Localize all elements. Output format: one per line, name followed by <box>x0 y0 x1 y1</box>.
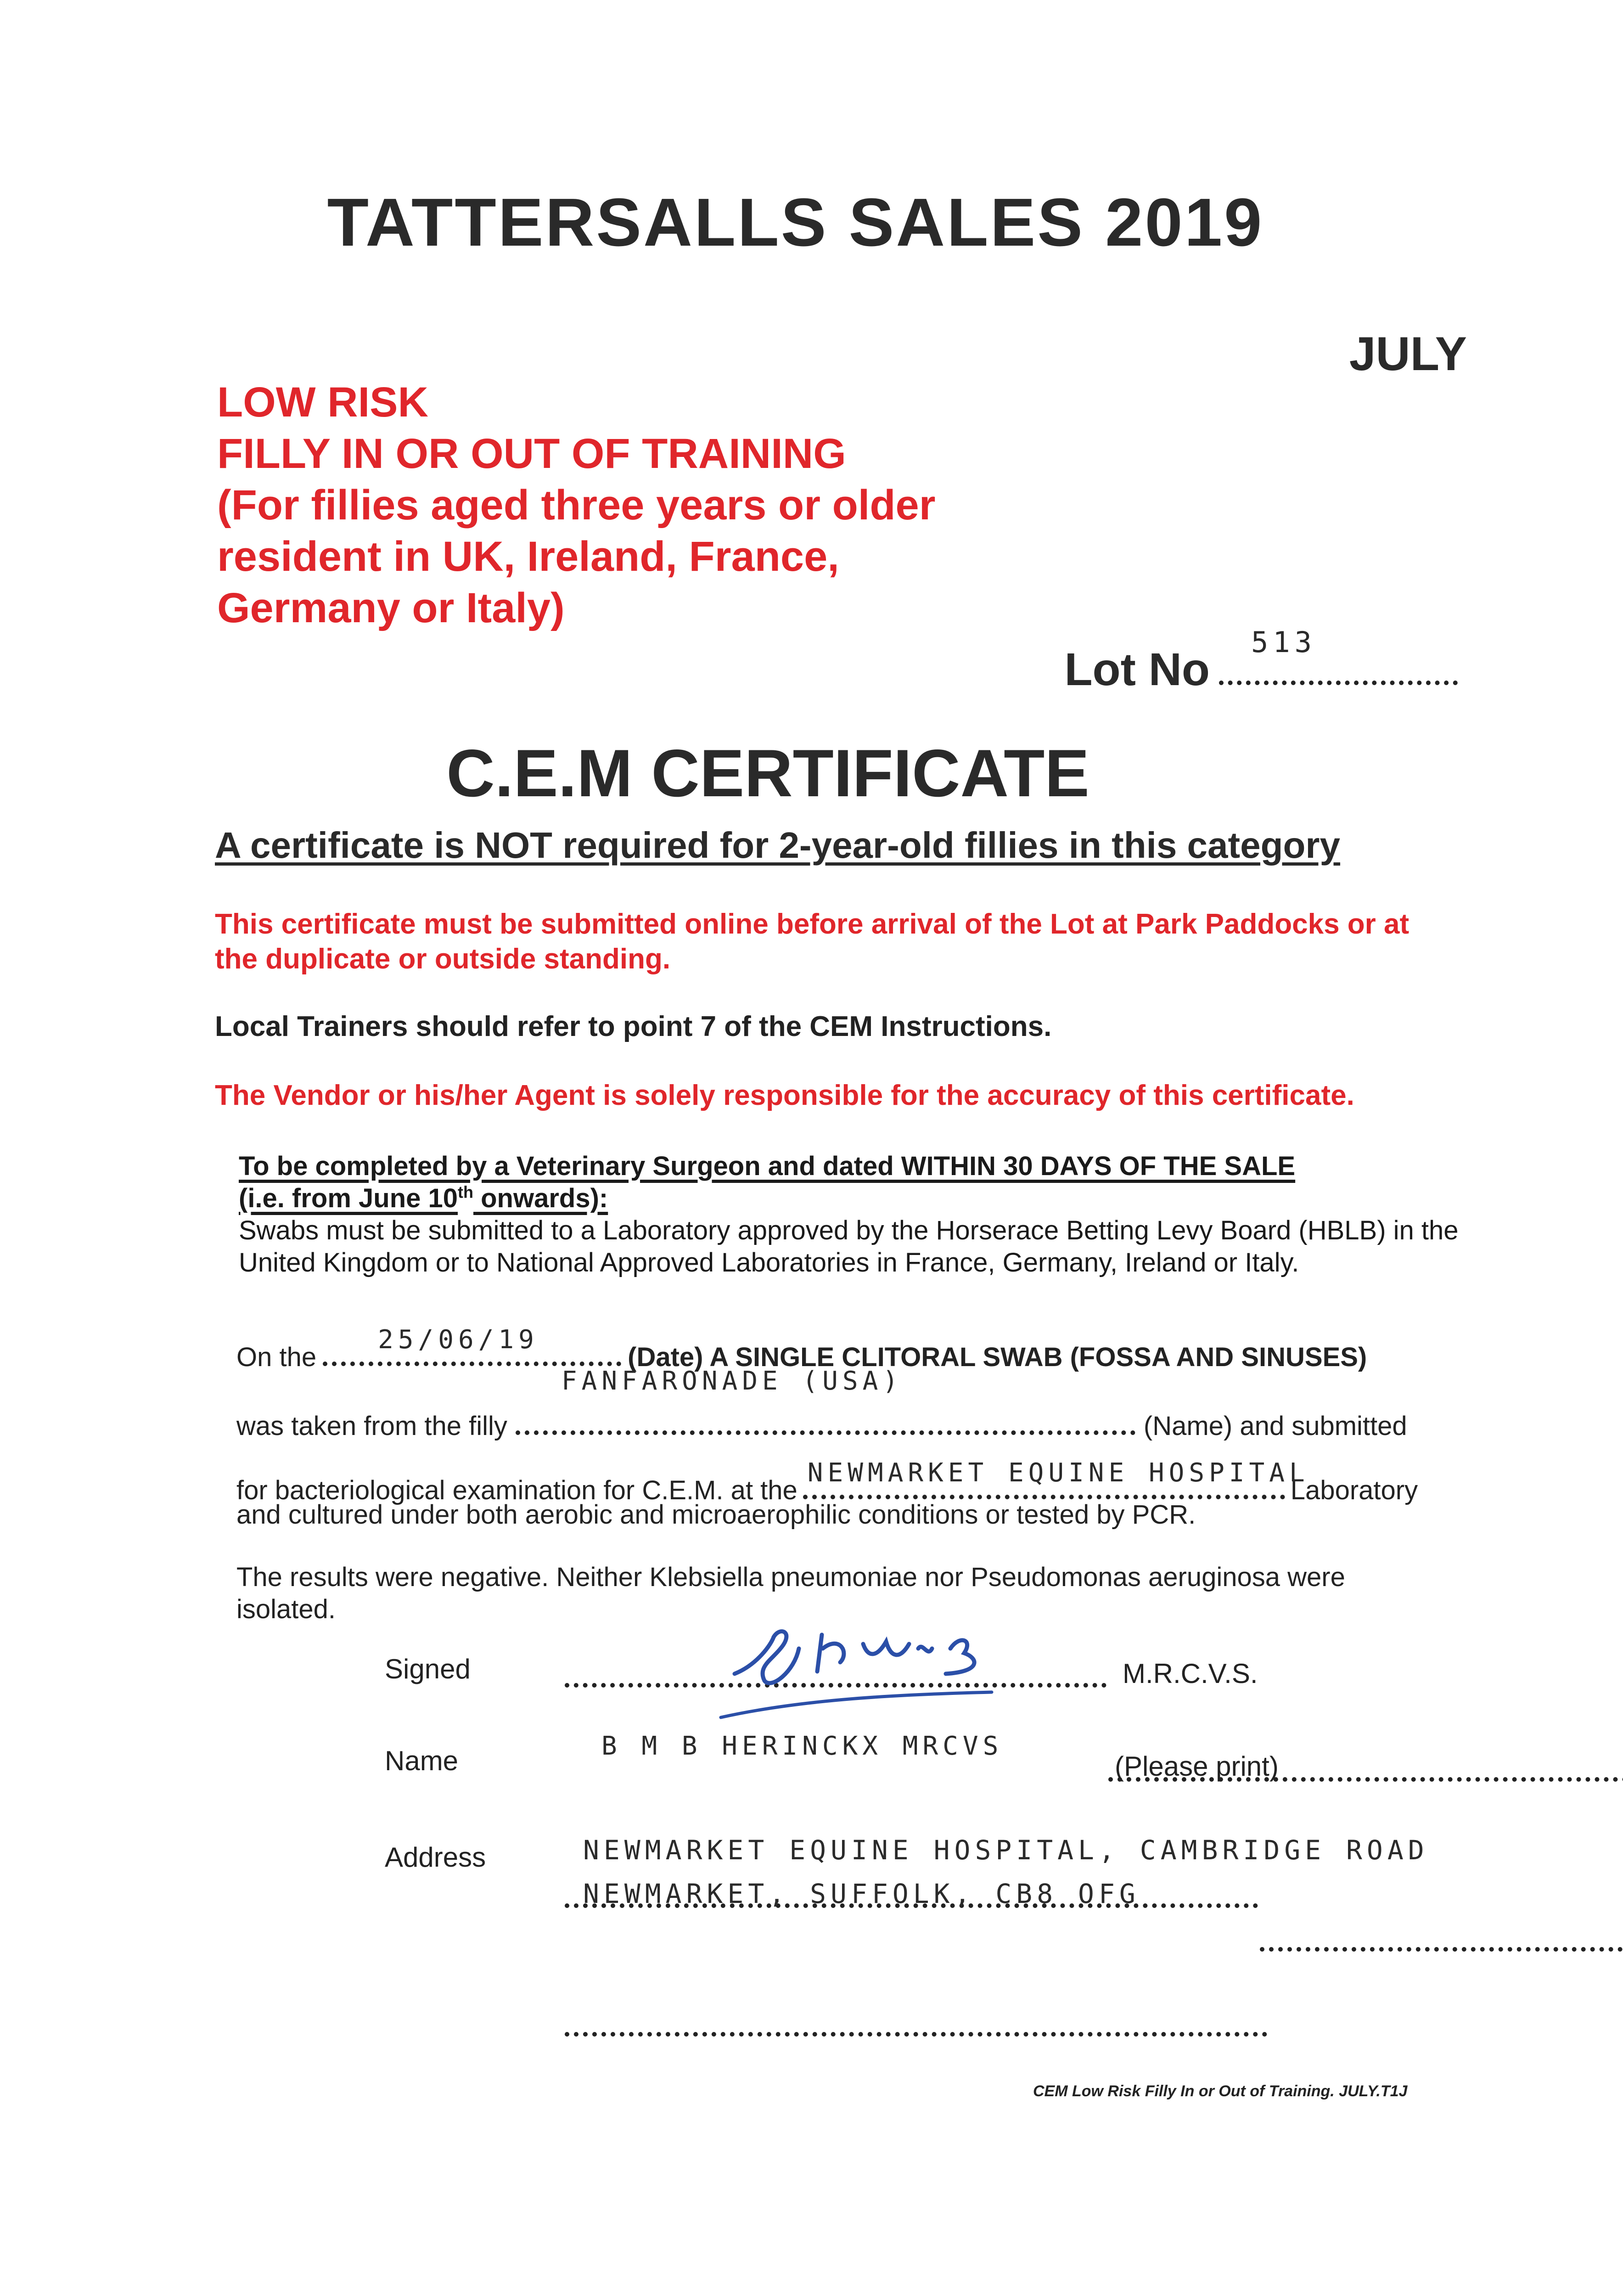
submit-online-note: This certificate must be submitted online before arrival of the Lot at Park Paddocks or at the duplicate or outside standing. <box>215 908 1410 975</box>
laboratory-value: NEWMARKET EQUINE HOSPITAL <box>807 1458 1309 1488</box>
page-title: TATTERSALLS SALES 2019 <box>327 185 1264 260</box>
lot-number-field[interactable] <box>1219 625 1458 685</box>
category-block <box>217 377 1044 634</box>
address-line1-value: NEWMARKET EQUINE HOSPITAL, CAMBRIDGE ROAD <box>583 1835 1429 1866</box>
filly-name-field[interactable] <box>516 1366 1135 1435</box>
filly-name-value: FANFARONADE (USA) <box>561 1366 903 1396</box>
not-required-note: A certificate is NOT required for 2-year-old fillies in this category <box>215 825 1341 866</box>
vet-instructions <box>239 1150 1478 1279</box>
swab-date-field[interactable] <box>323 1325 621 1366</box>
address-label: Address <box>385 1842 486 1873</box>
culture-note: and cultured under both aerobic and microaerophilic conditions or tested by PCR. <box>236 1500 1196 1530</box>
please-print-label: (Please print) <box>1115 1751 1279 1782</box>
form-reference-code: CEM Low Risk Filly In or Out of Training. JULY.T1J <box>1033 2082 1408 2100</box>
address-line2-value: NEWMARKET, SUFFOLK, CB8 OFG <box>583 1878 1140 1909</box>
category-type: FILLY IN OR OUT OF TRAINING <box>217 430 846 477</box>
laboratory-row: for bacteriological examination for C.E.M. at the NEWMARKET EQUINE HOSPITAL Laboratory <box>236 1458 1418 1505</box>
vet-name-value: B M B HERINCKX MRCVS <box>601 1731 1003 1761</box>
address-line3-field[interactable] <box>565 2004 1267 2037</box>
results-note: The results were negative. Neither Klebsiella pneumoniae nor Pseudomonas aeruginosa were isolated. <box>236 1562 1345 1624</box>
lot-number-value: 513 <box>1251 625 1316 659</box>
filly-name-row: was taken from the filly FANFARONADE (USA) (Name) and submitted <box>236 1366 1407 1441</box>
category-scope-line1: (For fillies aged three years or older <box>217 482 936 529</box>
lot-label: Lot No <box>1064 644 1210 695</box>
vendor-responsibility-note: The Vendor or his/her Agent is solely responsible for the accuracy of this certificate. <box>215 1080 1354 1111</box>
category-scope-line2: resident in UK, Ireland, France, <box>217 533 839 580</box>
category-scope-line3: Germany or Italy) <box>217 585 565 631</box>
certificate-title: C.E.M CERTIFICATE <box>446 736 1089 810</box>
signed-label: Signed <box>385 1654 471 1684</box>
vet-instructions-heading: To be completed by a Veterinary Surgeon and dated WITHIN 30 DAYS OF THE SALE <box>239 1151 1296 1181</box>
mrcvs-label: M.R.C.V.S. <box>1123 1658 1258 1689</box>
sale-month: JULY <box>1349 327 1467 381</box>
risk-level: LOW RISK <box>217 379 428 426</box>
address-line2-field[interactable] <box>1260 1919 1623 1952</box>
signature-image <box>702 1616 1024 1724</box>
lot-number-row <box>1064 625 1458 696</box>
swab-date-row: On the 25/06/19 (Date) A SINGLE CLITORAL SWAB (FOSSA AND SINUSES) <box>236 1325 1367 1372</box>
swab-date-value: 25/06/19 <box>378 1325 539 1355</box>
name-label: Name <box>385 1745 459 1776</box>
laboratory-field[interactable] <box>803 1458 1309 1499</box>
local-trainers-note: Local Trainers should refer to point 7 of the CEM Instructions. <box>215 1011 1052 1042</box>
vet-instructions-subheading: (i.e. from June 10th onwards): <box>239 1182 608 1213</box>
vet-instructions-body: Swabs must be submitted to a Laboratory approved by the Horserace Betting Levy Board (HBLB) in the United Kingdom or to National Approved Laboratories in France, Germany, Ireland or Italy. <box>239 1216 1459 1277</box>
